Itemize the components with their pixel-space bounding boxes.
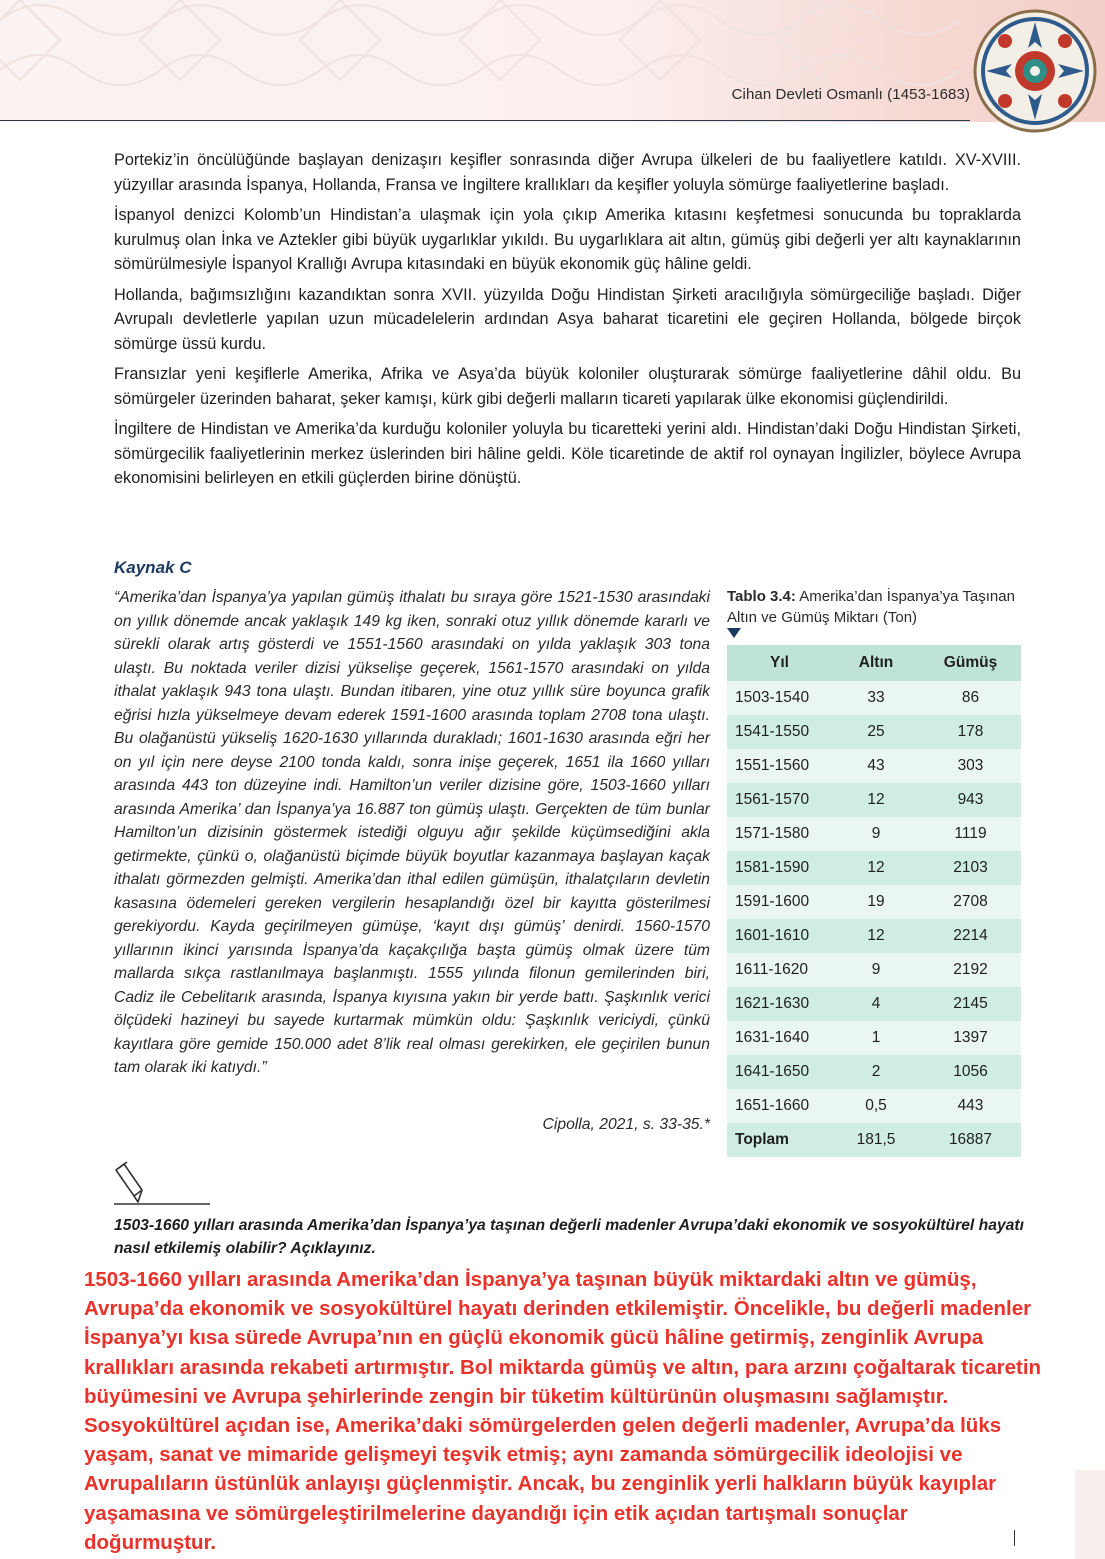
cell-year: 1651-1660 bbox=[727, 1089, 832, 1123]
cell-gold: 33 bbox=[832, 681, 920, 715]
cell-year: 1611-1620 bbox=[727, 953, 832, 987]
question-text: 1503-1660 yılları arasında Amerika’dan İspanya’ya taşınan değerli madenler Avrupa’daki ekonomik ve sosyokültürel hayatı nasıl etkilemiş olabilir? Açıklayınız. bbox=[114, 1217, 1024, 1257]
paragraph: İngiltere de Hindistan ve Amerika’da kurduğu koloniler yoluyla bu ticaretteki yerini aldı. Hindistan’daki Doğu Hindistan Şirketi, sömürgecilik faaliyetlerinin merkez üslerinden biri hâline geldi. Köle ticaretinde de aktif rol oynayan İngilizler, böylece Avrupa ekonomisini belirleyen en etkili güçlerden birine dönüştü. bbox=[114, 420, 1021, 487]
cell-year: 1561-1570 bbox=[727, 783, 832, 817]
cell-year: 1571-1580 bbox=[727, 817, 832, 851]
cell-year: 1503-1540 bbox=[727, 681, 832, 715]
cell-silver: 2192 bbox=[920, 953, 1021, 987]
cell-year: 1541-1550 bbox=[727, 715, 832, 749]
caption-triangle-icon bbox=[727, 628, 741, 638]
table-row bbox=[727, 783, 1021, 817]
table-row bbox=[727, 715, 1021, 749]
cell-gold: 9 bbox=[832, 953, 920, 987]
source-heading: Kaynak C bbox=[114, 558, 192, 577]
table-row bbox=[727, 1055, 1021, 1089]
table-caption-text: Amerika’dan İspanya’ya Taşınan Altın ve Gümüş Miktarı (Ton) bbox=[727, 588, 1015, 626]
cell-silver: 178 bbox=[920, 715, 1021, 749]
body-text bbox=[114, 148, 1021, 497]
cell-silver: 86 bbox=[920, 681, 1021, 715]
paragraph: İspanyol denizci Kolomb’un Hindistan’a ulaşmak için yola çıkıp Amerika kıtasını keşfetmesi sonucunda bu topraklarda kurulmuş olan İnka ve Aztekler gibi büyük uygarlıklar yıkıldı. Bu uygarlıklara ait altın, gümüş gibi değerli yer altı kaynaklarının sömürülmesiyle İspanyol Krallığı Avrupa kıtasındaki en büyük ekonomik güç hâline geldi. bbox=[114, 206, 1021, 273]
cell-silver: 2103 bbox=[920, 851, 1021, 885]
source-quote-text: “Amerika’dan İspanya’ya yapılan gümüş ithalatı bu sıraya göre 1521-1530 arasındaki on yıllık dönemde ancak yaklaşık 149 kg iken, sonraki otuz yıllık dönemde kararlı ve sürekli olarak artış gösterdi ve 1551-1560 arasındaki on yılda yaklaşık 303 tona ulaştı. Bu noktada veriler dizisi yükselişe geçerek, 1561-1570 arasındaki on yılda ithalat yaklaşık 943 tona ulaştı. Bundan itibaren, yine otuz yıllık süre boyunca grafik eğrisi hızla yükselmeye devam ederek 1591-1600 arasında toplam 2708 tona ulaştı. Bu olağanüstü yükseliş 1620-1630 yıllarında durakladı; 1601-1630 arasında eğri her on yıl için nere deyse 2100 tonda kaldı, sonra inişe geçerek, 1651 ila 1660 yılları arasında 443 ton düzeyine indi. Hamilton’un veriler dizisine göre, 1503-1660 yılları arasında Amerika’ dan İspanya’ya 16.887 ton gümüş ulaştı. Gerçekten de tüm bunlar Hamilton’un dizisinin göstermek istediği olguyu ağır şekilde küçümsediğini akla getirmekte, çünkü o, olağanüstü biçimde büyük boyutlar kazanmaya başlayan kaçak ithalatı görmezden gelmişti. Amerika’dan ithal edilen gümüşün, ithalatçıların devletin kasasına ödemeleri gereken vergilerin hesaplandığı özel bir kayıtta gösterilmesi gerekiyordu. Kayda geçirilmeyen gümüşe, ‘kayıt dışı gümüş’ denirdi. 1560-1570 yıllarının ikinci yarısında İspanya’da kaçakçılığa başta gümüş olmak üzere tüm mallarda sıkça rastlanılmaya başlanmıştı. 1555 yılında filonun gemilerinden biri, Cadiz ile Cebelitarık arasında, İspanya kıyısına yakın bir yerde battı. Şaşkınlık verici ölçüdeki hazineyi bu sayede kurtarmak mümkün oldu: Şaşkınlık vericiydi, çünkü kayıtlara göre gemide 150.000 adet 8’lik real olması gerekirken, ele geçirilen bunun tam olarak iki katıydı.” bbox=[114, 589, 710, 1076]
pencil-icon bbox=[112, 1160, 212, 1206]
source-quote bbox=[114, 586, 710, 1080]
table-row bbox=[727, 1089, 1021, 1123]
cell-silver: 303 bbox=[920, 749, 1021, 783]
table-header-row bbox=[727, 645, 1021, 681]
table-row bbox=[727, 953, 1021, 987]
header-band bbox=[0, 0, 1105, 122]
table-total-row bbox=[727, 1123, 1021, 1157]
cell-gold: 12 bbox=[832, 783, 920, 817]
cell-silver: 2145 bbox=[920, 987, 1021, 1021]
cell-year: 1641-1650 bbox=[727, 1055, 832, 1089]
cell-year: 1581-1590 bbox=[727, 851, 832, 885]
cell-year: 1631-1640 bbox=[727, 1021, 832, 1055]
cell-total-label: Toplam bbox=[727, 1123, 832, 1157]
cell-silver-total: 16887 bbox=[920, 1123, 1021, 1157]
cell-gold: 2 bbox=[832, 1055, 920, 1089]
cell-year: 1591-1600 bbox=[727, 885, 832, 919]
cell-gold: 12 bbox=[832, 851, 920, 885]
paragraph: Fransızlar yeni keşiflerle Amerika, Afrika ve Asya’da büyük koloniler oluşturarak sömürge faaliyetlerine dâhil oldu. Bu sömürgeler üzerinden baharat, şeker kamışı, kürk gibi değerli malların ticareti yapılarak ülke ekonomisi güçlendirildi. bbox=[114, 365, 1021, 408]
cell-silver: 1119 bbox=[920, 817, 1021, 851]
table-row bbox=[727, 817, 1021, 851]
column-header: Yıl bbox=[727, 645, 832, 681]
gold-silver-table bbox=[727, 645, 1021, 1157]
cell-gold: 12 bbox=[832, 919, 920, 953]
cell-silver: 2214 bbox=[920, 919, 1021, 953]
cell-silver: 2708 bbox=[920, 885, 1021, 919]
cell-year: 1621-1630 bbox=[727, 987, 832, 1021]
table-row bbox=[727, 1021, 1021, 1055]
cell-gold: 4 bbox=[832, 987, 920, 1021]
chapter-title: Cihan Devleti Osmanlı (1453-1683) bbox=[731, 86, 970, 103]
cell-gold: 9 bbox=[832, 817, 920, 851]
table-row bbox=[727, 681, 1021, 715]
column-header: Gümüş bbox=[920, 645, 1021, 681]
source-citation: Cipolla, 2021, s. 33-35.* bbox=[542, 1116, 710, 1133]
table-row bbox=[727, 987, 1021, 1021]
cell-gold: 25 bbox=[832, 715, 920, 749]
cell-year: 1601-1610 bbox=[727, 919, 832, 953]
table-row bbox=[727, 749, 1021, 783]
answer-text: 1503-1660 yılları arasında Amerika’dan İspanya’ya taşınan büyük miktardaki altın ve gümüş, Avrupa’da ekonomik ve sosyokültürel hayatı derinden etkilemiştir. Öncelikle, bu değerli madenler İspanya’yı kısa sürede Avrupa’nın en güçlü ekonomik gücü hâline getirmiş, zenginlik Avrupa krallıkları arasında rekabeti artırmıştır. Bol miktarda gümüş ve altın, para arzını çoğaltarak ticaretin büyümesini ve Avrupa şehirlerinde zengin bir tüketim kültürünün oluşmasını sağlamıştır. Sosyokültürel açıdan ise, Amerika’daki sömürgelerden gelen değerli madenler, Avrupa’da lüks yaşam, sanat ve mimaride gelişmeyi teşvik etmiş; aynı zamanda sömürgecilik ideolojisi ve Avrupalıların üstünlük anlayışı güçlenmiştir. Ancak, bu zenginlik yerli halkların büyük kayıplar yaşamasına ve sömürgeleştirilmelerine dayandığı için etik açıdan tartışmalı sonuçlar doğurmuştur. bbox=[84, 1268, 1042, 1554]
cell-gold: 43 bbox=[832, 749, 920, 783]
cell-gold: 0,5 bbox=[832, 1089, 920, 1123]
cell-silver: 443 bbox=[920, 1089, 1021, 1123]
cell-gold: 19 bbox=[832, 885, 920, 919]
paragraph: Portekiz’in öncülüğünde başlayan denizaşırı keşifler sonrasında diğer Avrupa ülkeleri de bu faaliyetlere katıldı. XV-XVIII. yüzyıllar arasında İspanya, Hollanda, Fransa ve İngiltere krallıkları da keşifler yoluyla sömürge faaliyetlerine başladı. bbox=[114, 151, 1021, 194]
page-edge-decoration bbox=[1075, 1470, 1105, 1559]
cell-silver: 1056 bbox=[920, 1055, 1021, 1089]
table-caption bbox=[727, 586, 1022, 628]
cell-gold-total: 181,5 bbox=[832, 1123, 920, 1157]
table-row bbox=[727, 885, 1021, 919]
table-row bbox=[727, 919, 1021, 953]
ottoman-tile-medallion-icon bbox=[972, 8, 1098, 134]
table-caption-label: Tablo 3.4: bbox=[727, 588, 796, 605]
cell-silver: 1397 bbox=[920, 1021, 1021, 1055]
paragraph: Hollanda, bağımsızlığını kazandıktan sonra XVII. yüzyılda Doğu Hindistan Şirketi aracılığıyla sömürgeciliğe başladı. Diğer Avrupalı devletlerle yapılan uzun mücadelelerin ardından Asya baharat ticaretini ele geçiren Hollanda, bölgede birçok sömürge üssü kurdu. bbox=[114, 285, 1021, 353]
page-marker bbox=[1014, 1530, 1015, 1546]
cell-year: 1551-1560 bbox=[727, 749, 832, 783]
column-header: Altın bbox=[832, 645, 920, 681]
cell-silver: 943 bbox=[920, 783, 1021, 817]
header-divider bbox=[0, 120, 970, 121]
cell-gold: 1 bbox=[832, 1021, 920, 1055]
table-row bbox=[727, 851, 1021, 885]
